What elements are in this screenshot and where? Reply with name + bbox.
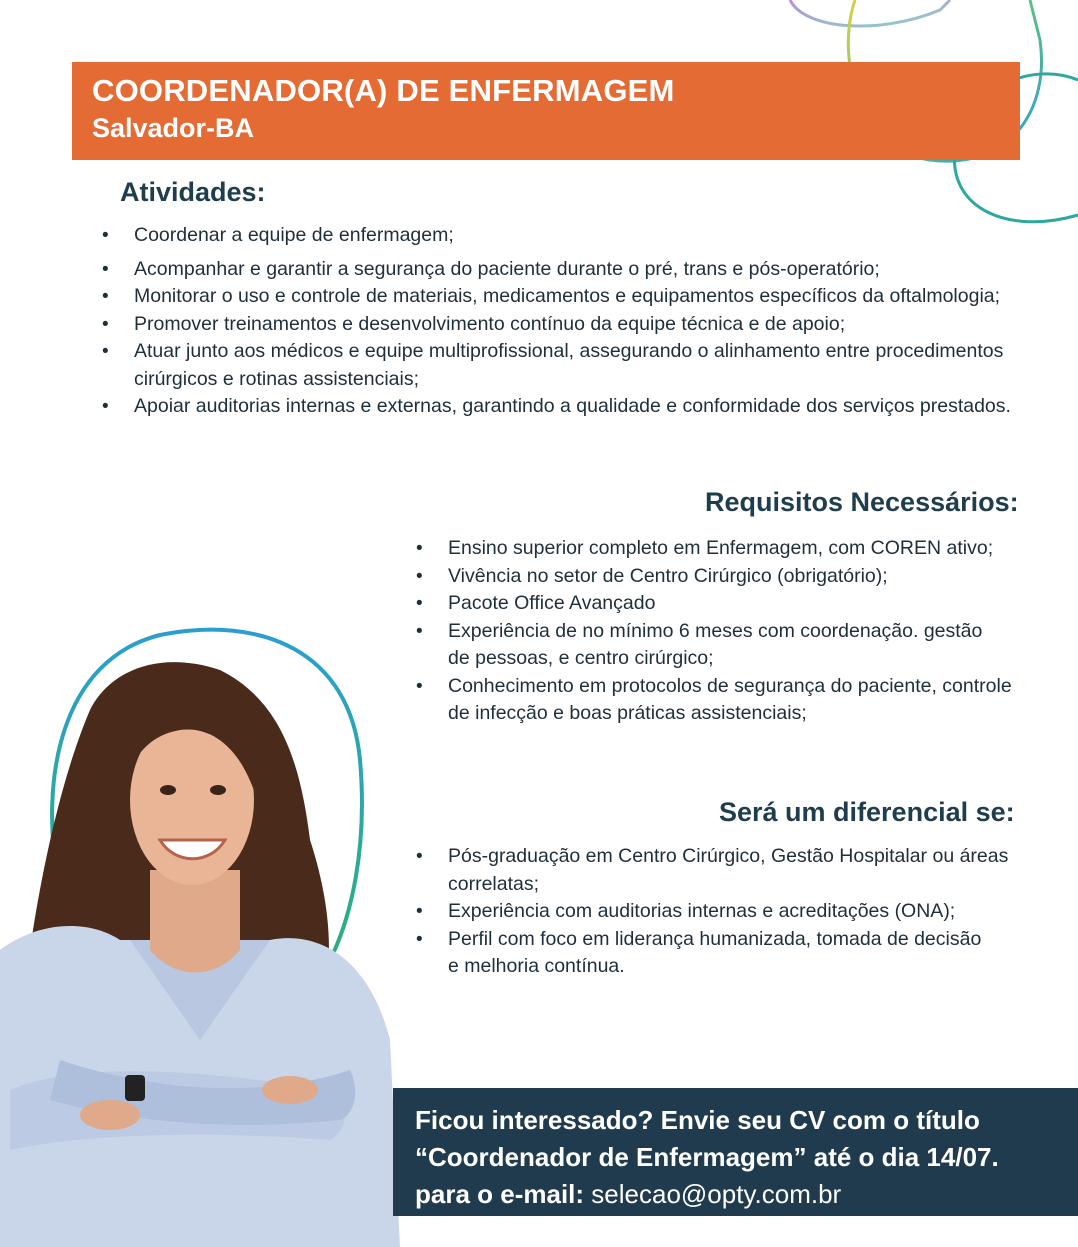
list-item: • Apoiar auditorias internas e externas, garantindo a qualidade e conformidade dos serviços prestados. (102, 393, 1032, 421)
email-label: para o e-mail: (415, 1179, 585, 1209)
cta-line-2: “Coordenador de Enfermagem” até o dia 14/07. (415, 1142, 999, 1172)
email-link[interactable]: selecao@opty.com.br (591, 1179, 842, 1209)
cta-line-3 (415, 1176, 1078, 1213)
list-item: • Pacote Office Avançado (416, 590, 1016, 618)
activities-heading: Atividades: (120, 177, 266, 207)
job-header (72, 62, 1020, 160)
differentials-list (416, 843, 1036, 981)
requirements-heading: Requisitos Necessários: (705, 487, 1019, 517)
list-item: • Experiência de no mínimo 6 meses com coordenação. gestão de pessoas, e centro cirúrgico; (416, 618, 1008, 673)
list-item: • Vivência no setor de Centro Cirúrgico (obrigatório); (416, 563, 1016, 591)
list-item: • Ensino superior completo em Enfermagem, com COREN ativo; (416, 535, 1008, 563)
list-item: • Monitorar o uso e controle de materiais, medicamentos e equipamentos específicos da oftalmologia; (102, 283, 1032, 311)
list-item: • Pós-graduação em Centro Cirúrgico, Gestão Hospitalar ou áreas correlatas; (416, 843, 1028, 898)
call-to-action-box (393, 1088, 1078, 1216)
list-item: • Promover treinamentos e desenvolvimento contínuo da equipe técnica e de apoio; (102, 311, 1032, 339)
differentials-heading: Será um diferencial se: (719, 797, 1015, 827)
job-location: Salvador-BA (92, 113, 255, 143)
list-item: • Atuar junto aos médicos e equipe multiprofissional, assegurando o alinhamento entre procedimentos cirúrgicos e rotinas assistenciais; (102, 338, 1032, 393)
portrait-image (0, 620, 400, 1247)
requirements-list (416, 535, 1016, 728)
job-title: COORDENADOR(A) DE ENFERMAGEM (92, 73, 675, 108)
cta-line-1: Ficou interessado? Envie seu CV com o título (415, 1105, 980, 1135)
list-item: • Experiência com auditorias internas e acreditações (ONA); (416, 898, 1036, 926)
list-item: • Conhecimento em protocolos de segurança do paciente, controle de infecção e boas práticas assistenciais; (416, 673, 1038, 728)
list-item: • Acompanhar e garantir a segurança do paciente durante o pré, trans e pós-operatório; (102, 256, 1032, 284)
list-item: • Coordenar a equipe de enfermagem; (102, 222, 1032, 250)
activities-list (102, 222, 1032, 421)
list-item: • Perfil com foco em liderança humanizada, tomada de decisão e melhoria contínua. (416, 926, 988, 981)
